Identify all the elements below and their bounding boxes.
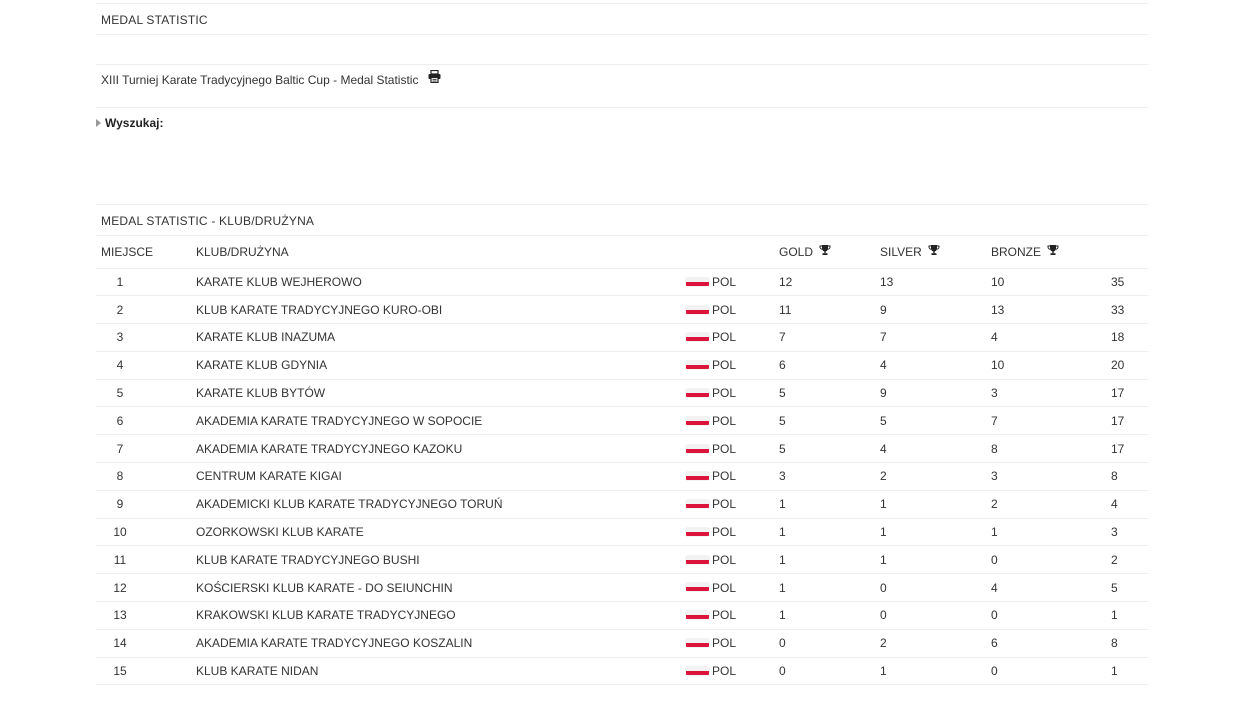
bronze-count-cell (991, 463, 1111, 491)
rank-cell (96, 518, 196, 546)
club-name-cell (196, 296, 686, 324)
club-name-cell (196, 379, 686, 407)
silver-value: 13 (880, 274, 894, 289)
country-value: POL (712, 274, 737, 289)
rank-cell (96, 407, 196, 435)
club-value: AKADEMIA KARATE TRADYCYJNEGO KAZOKU (196, 441, 463, 456)
total-value: 1 (1111, 664, 1118, 679)
country-cell (686, 351, 779, 379)
club-value: KLUB KARATE TRADYCYJNEGO BUSHI (196, 552, 420, 567)
rank-cell (96, 296, 196, 324)
gold-value: 1 (779, 552, 786, 567)
total-value: 1 (1111, 608, 1118, 623)
country-cell (686, 407, 779, 435)
table-row (96, 629, 1148, 657)
country-cell (686, 490, 779, 518)
column-header-rank: MIEJSCE (96, 236, 196, 268)
poland-flag-icon (686, 389, 709, 397)
caret-right-icon (96, 119, 101, 127)
column-header-country (686, 236, 779, 268)
rank-cell (96, 351, 196, 379)
total-count-cell (1111, 379, 1148, 407)
country-value: POL (712, 358, 737, 373)
country-cell (686, 574, 779, 602)
total-count-cell (1111, 407, 1148, 435)
table-row (96, 463, 1148, 491)
total-value: 18 (1111, 330, 1125, 345)
rank-value: 8 (116, 469, 124, 484)
trophy-icon (819, 244, 831, 259)
bronze-count-cell (991, 490, 1111, 518)
total-value: 2 (1111, 552, 1118, 567)
rank-cell (96, 324, 196, 352)
total-count-cell (1111, 602, 1148, 630)
section-title (96, 204, 1148, 236)
rank-cell (96, 629, 196, 657)
gold-value: 0 (779, 636, 786, 651)
table-row (96, 574, 1148, 602)
club-value: KARATE KLUB BYTÓW (196, 386, 326, 401)
country-cell (686, 546, 779, 574)
total-value: 35 (1111, 274, 1125, 289)
poland-flag-icon (686, 472, 709, 480)
gold-value: 3 (779, 469, 786, 484)
country-cell (686, 518, 779, 546)
club-name-cell (196, 407, 686, 435)
country-value: POL (712, 330, 737, 345)
silver-value: 9 (880, 386, 887, 401)
column-header-gold: GOLD (779, 236, 880, 268)
event-title: XIII Turniej Karate Tradycyjnego Baltic Cup - Medal Statistic (101, 73, 419, 87)
silver-count-cell (880, 296, 991, 324)
table-row (96, 407, 1148, 435)
silver-count-cell (880, 490, 991, 518)
gold-count-cell (779, 518, 880, 546)
bronze-value: 10 (991, 274, 1005, 289)
table-row (96, 351, 1148, 379)
total-count-cell (1111, 546, 1148, 574)
column-header-silver: SILVER (880, 236, 991, 268)
club-name-cell (196, 518, 686, 546)
bronze-count-cell (991, 324, 1111, 352)
gold-count-cell (779, 351, 880, 379)
country-cell (686, 657, 779, 685)
poland-flag-icon (686, 417, 709, 425)
rank-cell (96, 379, 196, 407)
bronze-value: 8 (991, 441, 998, 456)
total-value: 17 (1111, 441, 1125, 456)
silver-value: 4 (880, 358, 887, 373)
silver-value: 7 (880, 330, 887, 345)
bronze-count-cell (991, 379, 1111, 407)
gold-count-cell (779, 546, 880, 574)
search-label: Wyszukaj: (105, 116, 164, 130)
total-count-cell (1111, 490, 1148, 518)
table-row (96, 602, 1148, 630)
silver-value: 5 (880, 413, 887, 428)
gold-count-cell (779, 296, 880, 324)
country-cell (686, 435, 779, 463)
club-name-cell (196, 657, 686, 685)
poland-flag-icon (686, 306, 709, 314)
bronze-count-cell (991, 268, 1111, 296)
silver-value: 0 (880, 580, 887, 595)
gold-count-cell (779, 324, 880, 352)
country-cell (686, 379, 779, 407)
country-value: POL (712, 580, 737, 595)
total-count-cell (1111, 296, 1148, 324)
total-value: 8 (1111, 469, 1118, 484)
rank-cell (96, 657, 196, 685)
poland-flag-icon (686, 361, 709, 369)
club-value: AKADEMIA KARATE TRADYCYJNEGO KOSZALIN (196, 636, 473, 651)
rank-value: 10 (113, 525, 127, 540)
silver-value: 4 (880, 441, 887, 456)
gold-count-cell (779, 629, 880, 657)
country-value: POL (712, 302, 737, 317)
silver-count-cell (880, 463, 991, 491)
rank-value: 14 (113, 636, 127, 651)
gold-value: 11 (779, 302, 792, 317)
silver-value: 2 (880, 469, 887, 484)
total-value: 8 (1111, 636, 1118, 651)
total-count-cell (1111, 351, 1148, 379)
silver-value: 2 (880, 636, 887, 651)
gold-value: 7 (779, 330, 786, 345)
poland-flag-icon (686, 556, 709, 564)
bronze-value: 3 (991, 469, 998, 484)
bronze-count-cell (991, 574, 1111, 602)
rank-cell (96, 490, 196, 518)
country-value: POL (712, 608, 737, 623)
rank-value: 2 (116, 302, 124, 317)
bronze-value: 13 (991, 302, 1005, 317)
rank-value: 13 (113, 608, 127, 623)
bronze-value: 7 (991, 413, 998, 428)
bronze-value: 3 (991, 386, 998, 401)
gold-value: 1 (779, 497, 786, 512)
club-name-cell (196, 324, 686, 352)
total-value: 33 (1111, 302, 1125, 317)
club-value: KARATE KLUB WEJHEROWO (196, 274, 362, 289)
gold-value: 12 (779, 274, 793, 289)
gold-count-cell (779, 407, 880, 435)
silver-count-cell (880, 407, 991, 435)
poland-flag-icon (686, 278, 709, 286)
table-row (96, 518, 1148, 546)
rank-value: 6 (116, 413, 124, 428)
country-value: POL (712, 386, 737, 401)
table-row (96, 324, 1148, 352)
poland-flag-icon (686, 333, 709, 341)
silver-count-cell (880, 657, 991, 685)
gold-count-cell (779, 463, 880, 491)
page-header-label: MEDAL STATISTIC (101, 13, 208, 27)
bronze-value: 0 (991, 664, 998, 679)
rank-cell (96, 463, 196, 491)
country-value: POL (712, 469, 737, 484)
silver-count-cell (880, 518, 991, 546)
total-count-cell (1111, 435, 1148, 463)
bronze-count-cell (991, 351, 1111, 379)
total-value: 20 (1111, 358, 1125, 373)
gold-value: 1 (779, 608, 786, 623)
total-count-cell (1111, 518, 1148, 546)
country-value: POL (712, 664, 737, 679)
rank-value: 15 (113, 664, 127, 679)
rank-cell (96, 268, 196, 296)
silver-count-cell (880, 324, 991, 352)
club-name-cell (196, 602, 686, 630)
rank-value: 5 (116, 386, 124, 401)
gold-value: 6 (779, 358, 786, 373)
club-name-cell (196, 629, 686, 657)
country-value: POL (712, 413, 737, 428)
poland-flag-icon (686, 445, 709, 453)
country-cell (686, 602, 779, 630)
medal-table (96, 236, 1148, 685)
table-row (96, 435, 1148, 463)
bronze-count-cell (991, 518, 1111, 546)
club-name-cell (196, 268, 686, 296)
bronze-value: 0 (991, 608, 998, 623)
column-header-bronze: BRONZE (991, 236, 1111, 268)
rank-cell (96, 602, 196, 630)
trophy-icon (928, 244, 940, 259)
total-value: 4 (1111, 497, 1118, 512)
country-cell (686, 629, 779, 657)
total-count-cell (1111, 463, 1148, 491)
poland-flag-icon (686, 639, 709, 647)
gold-count-cell (779, 657, 880, 685)
club-name-cell (196, 546, 686, 574)
club-name-cell (196, 435, 686, 463)
club-value: KLUB KARATE TRADYCYJNEGO KURO-OBI (196, 302, 443, 317)
column-header-total (1111, 236, 1148, 268)
bronze-count-cell (991, 629, 1111, 657)
bronze-count-cell (991, 407, 1111, 435)
bronze-value: 0 (991, 552, 998, 567)
bronze-value: 6 (991, 636, 998, 651)
table-row (96, 268, 1148, 296)
club-name-cell (196, 351, 686, 379)
club-name-cell (196, 490, 686, 518)
club-value: KARATE KLUB INAZUMA (196, 330, 336, 345)
club-value: KLUB KARATE NIDAN (196, 664, 319, 679)
gold-count-cell (779, 602, 880, 630)
country-value: POL (712, 552, 737, 567)
total-count-cell (1111, 324, 1148, 352)
country-cell (686, 296, 779, 324)
rank-cell (96, 546, 196, 574)
rank-cell (96, 574, 196, 602)
poland-flag-icon (686, 583, 709, 591)
table-header-row (96, 236, 1148, 268)
rank-value: 7 (116, 441, 124, 456)
poland-flag-icon (686, 528, 709, 536)
total-count-cell (1111, 268, 1148, 296)
bronze-count-cell (991, 602, 1111, 630)
poland-flag-icon (686, 500, 709, 508)
rank-value: 4 (116, 358, 124, 373)
gold-count-cell (779, 379, 880, 407)
print-icon[interactable] (428, 64, 441, 94)
club-value: AKADEMICKI KLUB KARATE TRADYCYJNEGO TORUŃ (196, 497, 503, 512)
gold-value: 1 (779, 525, 786, 540)
silver-count-cell (880, 268, 991, 296)
column-header-club: KLUB/DRUŻYNA (196, 236, 686, 268)
bronze-value: 10 (991, 358, 1005, 373)
rank-value: 9 (116, 497, 124, 512)
gold-value: 5 (779, 386, 786, 401)
silver-value: 1 (880, 525, 887, 540)
gold-value: 1 (779, 580, 786, 595)
gold-count-cell (779, 490, 880, 518)
gold-count-cell (779, 268, 880, 296)
club-value: AKADEMIA KARATE TRADYCYJNEGO W SOPOCIE (196, 413, 483, 428)
table-row (96, 379, 1148, 407)
silver-count-cell (880, 546, 991, 574)
page-header (96, 3, 1148, 35)
gold-value: 5 (779, 441, 786, 456)
poland-flag-icon (686, 611, 709, 619)
table-row (96, 296, 1148, 324)
rank-value: 1 (116, 274, 124, 289)
silver-count-cell (880, 435, 991, 463)
silver-count-cell (880, 351, 991, 379)
country-value: POL (712, 525, 737, 540)
club-name-cell (196, 574, 686, 602)
club-value: KARATE KLUB GDYNIA (196, 358, 328, 373)
rank-value: 12 (113, 580, 127, 595)
club-name-cell (196, 463, 686, 491)
silver-count-cell (880, 379, 991, 407)
silver-value: 1 (880, 552, 887, 567)
poland-flag-icon (686, 667, 709, 675)
event-title-row (96, 64, 1148, 108)
total-value: 5 (1111, 580, 1118, 595)
club-value: KOŚCIERSKI KLUB KARATE - DO SEIUNCHIN (196, 580, 453, 595)
silver-count-cell (880, 574, 991, 602)
country-cell (686, 268, 779, 296)
gold-value: 0 (779, 664, 786, 679)
silver-count-cell (880, 602, 991, 630)
silver-value: 1 (880, 664, 887, 679)
silver-count-cell (880, 629, 991, 657)
table-row (96, 657, 1148, 685)
club-value: OZORKOWSKI KLUB KARATE (196, 525, 364, 540)
club-value: CENTRUM KARATE KIGAI (196, 469, 342, 484)
bronze-count-cell (991, 657, 1111, 685)
gold-value: 5 (779, 413, 786, 428)
bronze-count-cell (991, 296, 1111, 324)
trophy-icon (1047, 244, 1059, 259)
total-count-cell (1111, 657, 1148, 685)
table-row (96, 546, 1148, 574)
bronze-value: 4 (991, 580, 998, 595)
silver-value: 0 (880, 608, 887, 623)
rank-cell (96, 435, 196, 463)
total-value: 17 (1111, 386, 1125, 401)
country-value: POL (712, 636, 737, 651)
country-cell (686, 463, 779, 491)
bronze-value: 1 (991, 525, 998, 540)
total-value: 3 (1111, 525, 1118, 540)
total-count-cell (1111, 574, 1148, 602)
bronze-value: 4 (991, 330, 998, 345)
bronze-count-cell (991, 546, 1111, 574)
country-value: POL (712, 441, 737, 456)
total-count-cell (1111, 629, 1148, 657)
gold-count-cell (779, 574, 880, 602)
silver-value: 1 (880, 497, 887, 512)
club-value: KRAKOWSKI KLUB KARATE TRADYCYJNEGO (196, 608, 456, 623)
table-row (96, 490, 1148, 518)
rank-value: 11 (113, 552, 127, 567)
country-value: POL (712, 497, 737, 512)
gold-count-cell (779, 435, 880, 463)
section-title-label: MEDAL STATISTIC - KLUB/DRUŻYNA (101, 214, 315, 228)
silver-value: 9 (880, 302, 887, 317)
total-value: 17 (1111, 413, 1125, 428)
bronze-value: 2 (991, 497, 998, 512)
bronze-count-cell (991, 435, 1111, 463)
country-cell (686, 324, 779, 352)
rank-value: 3 (116, 330, 124, 345)
search-toggle[interactable] (96, 114, 163, 132)
